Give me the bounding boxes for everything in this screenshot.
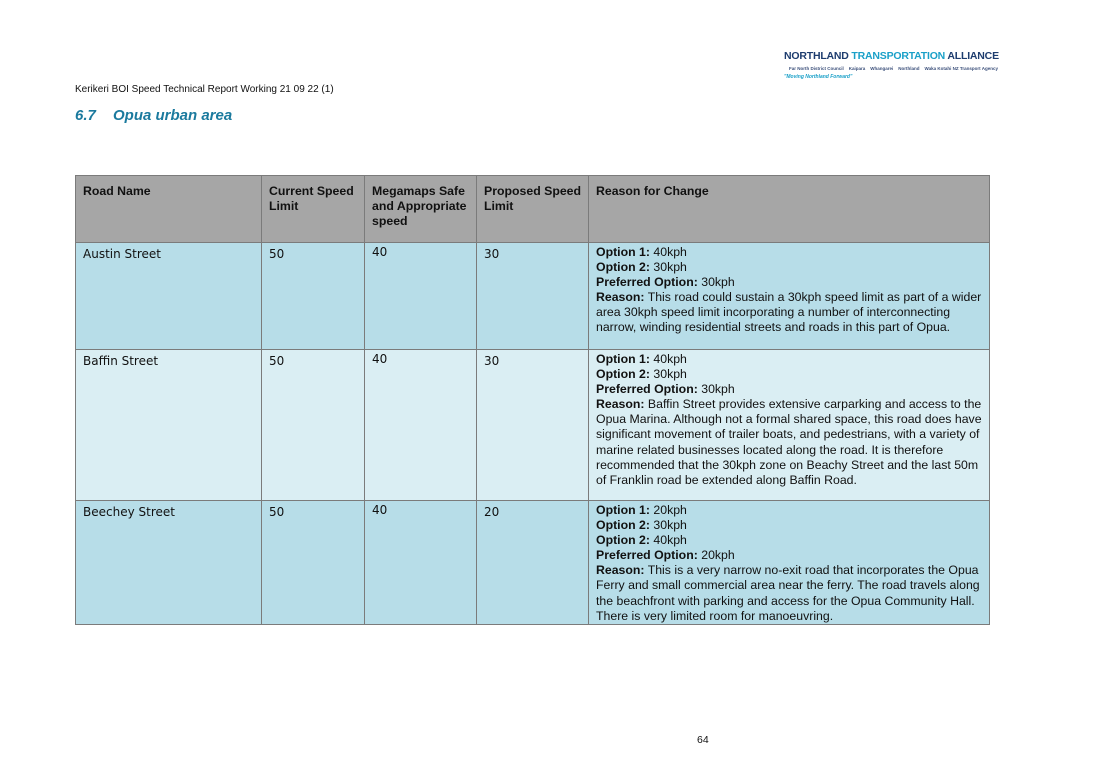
table-header-row [76,176,990,243]
reason-line: Option 1: 40kph [596,352,687,366]
reason-line: Reason: This road could sustain a 30kph speed limit as part of a wider area 30kph speed limit incorporating a number of interconnecting narrow, winding residential streets and roads in this part of Opua. [596,290,982,335]
speed-limit-table [75,175,990,625]
megamaps-speed-cell: 40 [365,350,477,501]
reason-line: Reason: This is a very narrow no-exit road that incorporates the Opua Ferry and small commercial area near the ferry. The road travels along the beachfront with parking and access for the Opua Community Hall. There is very limited room for manoeuvring. [596,563,980,623]
alliance-logo [784,50,999,82]
partner-logo: Far North District Council [789,65,844,71]
reason-line: Reason: Baffin Street provides extensive carparking and access to the Opua Marina. Although not a formal shared space, this road does have significant movement of trailer boats, and pedestrians, with a variety of marine related businesses located along the road. It is therefore recommended that the 30kph zone on Beachy Street and the last 50m of Franklin road be extended along Baffin Road. [596,397,982,487]
reason-cell [589,350,990,501]
partner-logo: Waka Kotahi NZ Transport Agency [924,65,998,71]
column-header: Reason for Change [589,176,990,243]
table-row [76,243,990,350]
section-heading [75,107,232,124]
table-row [76,501,990,625]
partner-logo: Northland [898,65,920,71]
current-limit-cell: 50 [262,350,365,501]
road-name-cell: Baffin Street [76,350,262,501]
column-header: Current Speed Limit [262,176,365,243]
reason-line: Option 1: 20kph [596,503,687,517]
table-row [76,350,990,501]
document-header: Kerikeri BOI Speed Technical Report Working 21 09 22 (1) [75,84,334,95]
reason-cell [589,243,990,350]
reason-line: Option 2: 40kph [596,533,687,548]
reason-line: Option 2: 30kph [596,518,687,533]
current-limit-cell: 50 [262,243,365,350]
megamaps-speed-cell: 40 [365,243,477,350]
proposed-limit-cell: 30 [477,350,589,501]
current-limit-cell: 50 [262,501,365,625]
section-number: 6.7 [75,107,96,124]
proposed-limit-cell: 30 [477,243,589,350]
logo-title: NORTHLAND TRANSPORTATION ALLIANCE [784,50,999,62]
road-name-cell: Beechey Street [76,501,262,625]
section-title: Opua urban area [113,107,233,124]
reason-line: Preferred Option: 20kph [596,548,735,563]
column-header: Road Name [76,176,262,243]
reason-line: Option 2: 30kph [596,260,687,275]
reason-line: Option 2: 30kph [596,367,687,382]
road-name-cell: Austin Street [76,243,262,350]
reason-cell [589,501,990,625]
reason-line: Option 1: 40kph [596,245,687,259]
reason-line: Preferred Option: 30kph [596,275,735,290]
reason-line: Preferred Option: 30kph [596,382,735,397]
logo-partner-row [784,63,998,73]
logo-tagline: "Moving Northland Forward" [784,74,853,80]
column-header: Megamaps Safe and Appropriate speed [365,176,477,243]
megamaps-speed-cell: 40 [365,501,477,625]
page-number: 64 [697,734,709,746]
partner-logo: Kaipara [848,65,866,71]
proposed-limit-cell: 20 [477,501,589,625]
column-header: Proposed Speed Limit [477,176,589,243]
partner-logo: Whangarei [870,65,894,71]
